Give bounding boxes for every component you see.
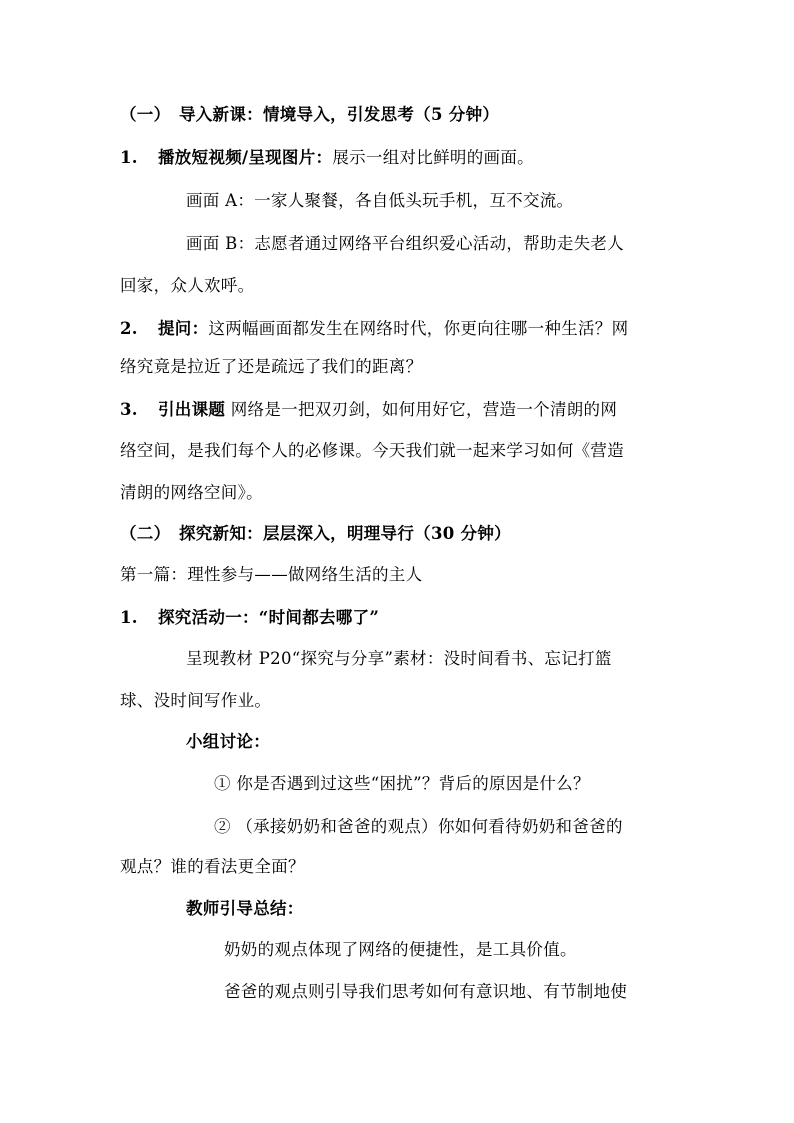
- item-3: [120, 399, 617, 421]
- item-2-label: 提问：: [158, 319, 209, 338]
- discussion-question-2-line-2: 观点？谁的看法更全面？: [120, 857, 305, 876]
- activity-1-intro-line-1: 呈现教材 P20“探究与分享”素材：没时间看书、忘记打篮: [186, 649, 612, 668]
- summary-line-2: 爸爸的观点则引导我们思考如何有意识地、有节制地使: [224, 982, 628, 1001]
- item-3-number: 3.: [120, 400, 138, 419]
- item-1-text: 展示一组对比鲜明的画面。: [332, 148, 534, 167]
- summary-line-1: 奶奶的观点体现了网络的便捷性，是工具价值。: [224, 940, 577, 959]
- item-3-text-line-3: 清朗的网络空间》。: [120, 483, 263, 502]
- item-3-text-line-2: 络空间，是我们每个人的必修课。今天我们就一起来学习如何《营造: [120, 441, 624, 460]
- item-2-text-line-2: 络究竟是拉近了还是疏远了我们的距离？: [120, 357, 423, 376]
- item-2: [120, 318, 628, 340]
- teacher-summary-label: 教师引导总结：: [186, 899, 304, 918]
- discussion-question-2-line-1: ② （承接奶奶和爸爸的观点）你如何看待奶奶和爸爸的: [214, 817, 623, 836]
- scene-b-line-2: 回家，众人欢呼。: [120, 276, 255, 295]
- item-1-number: 1.: [120, 148, 138, 167]
- section-1-heading: （一） 导入新课：情境导入，引发思考（5 分钟）: [120, 105, 500, 124]
- discussion-question-1: ① 你是否遇到过这些“困扰”？背后的原因是什么？: [214, 774, 590, 793]
- scene-a: 画面 A：一家人聚餐，各自低头玩手机，互不交流。: [186, 191, 574, 210]
- item-1-label: 播放短视频/呈现图片：: [158, 148, 333, 167]
- group-discussion-label: 小组讨论：: [186, 732, 270, 751]
- item-3-label: 引出课题: [158, 400, 226, 419]
- part-1-title: 第一篇：理性参与——做网络生活的主人: [120, 565, 423, 584]
- item-1: [120, 147, 534, 169]
- item-3-text-line-1: 网络是一把双刃剑，如何用好它，营造一个清朗的网: [230, 400, 618, 419]
- activity-1-heading: [120, 607, 379, 629]
- activity-1-number: 1.: [120, 608, 138, 627]
- section-2-heading: （二） 探究新知：层层深入，明理导行（30 分钟）: [120, 524, 511, 543]
- scene-b-line-1: 画面 B：志愿者通过网络平台组织爱心活动，帮助走失老人: [186, 234, 624, 253]
- item-2-number: 2.: [120, 319, 138, 338]
- activity-1-label: 探究活动一：“时间都去哪了”: [158, 608, 380, 627]
- item-2-text-line-1: 这两幅画面都发生在网络时代，你更向往哪一种生活？网: [208, 319, 629, 338]
- activity-1-intro-line-2: 球、没时间写作业。: [120, 691, 272, 710]
